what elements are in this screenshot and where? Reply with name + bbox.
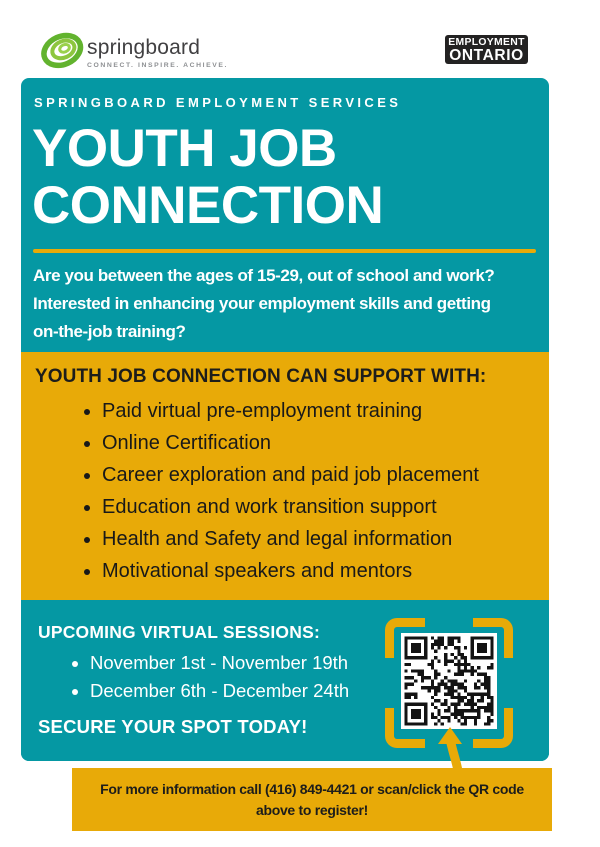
qr-code[interactable]: [401, 633, 497, 729]
springboard-logo: [40, 31, 228, 70]
cta-text: SECURE YOUR SPOT TODAY!: [38, 716, 308, 737]
page-title: [21, 110, 549, 234]
list-item: • Motivational speakers and mentors: [102, 555, 539, 587]
support-section: [21, 352, 549, 600]
employment-ontario-logo: [445, 35, 528, 64]
springboard-logo-text: springboard: [87, 36, 201, 59]
springboard-swirl-icon: [40, 31, 84, 70]
list-item: • November 1st - November 19th: [90, 649, 549, 677]
intro-line: Are you between the ages of 15-29, out of school and work?: [33, 266, 495, 285]
eyebrow-text: SPRINGBOARD EMPLOYMENT SERVICES: [34, 95, 402, 110]
main-panel: [21, 78, 549, 761]
list-item: • Career exploration and paid job placement: [102, 459, 539, 491]
employment-ontario-line1: EMPLOYMENT: [448, 37, 525, 48]
intro-line: Interested in enhancing your employment skills and getting: [33, 294, 491, 313]
support-heading: YOUTH JOB CONNECTION CAN SUPPORT WITH:: [35, 366, 487, 387]
springboard-tagline: CONNECT. INSPIRE. ACHIEVE.: [87, 62, 229, 69]
footer-info-box: [72, 768, 552, 831]
list-item: • Online Certification: [102, 427, 539, 459]
title-line-2: CONNECTION: [32, 176, 384, 235]
sessions-heading: UPCOMING VIRTUAL SESSIONS:: [38, 622, 320, 642]
footer-line: above to register!: [255, 801, 369, 818]
support-list: [35, 395, 539, 587]
list-item: • Education and work transition support: [102, 491, 539, 523]
intro-line: on-the-job training?: [33, 322, 186, 341]
title-line-1: YOUTH JOB: [32, 119, 337, 178]
intro-paragraph: [21, 253, 549, 346]
list-item: • Paid virtual pre-employment training: [102, 395, 539, 427]
footer-line: For more information call (416) 849-4421 or scan/click the QR code: [100, 780, 524, 797]
list-item: • December 6th - December 24th: [90, 677, 549, 705]
list-item: • Health and Safety and legal information: [102, 523, 539, 555]
employment-ontario-line2: ONTARIO: [449, 47, 524, 64]
